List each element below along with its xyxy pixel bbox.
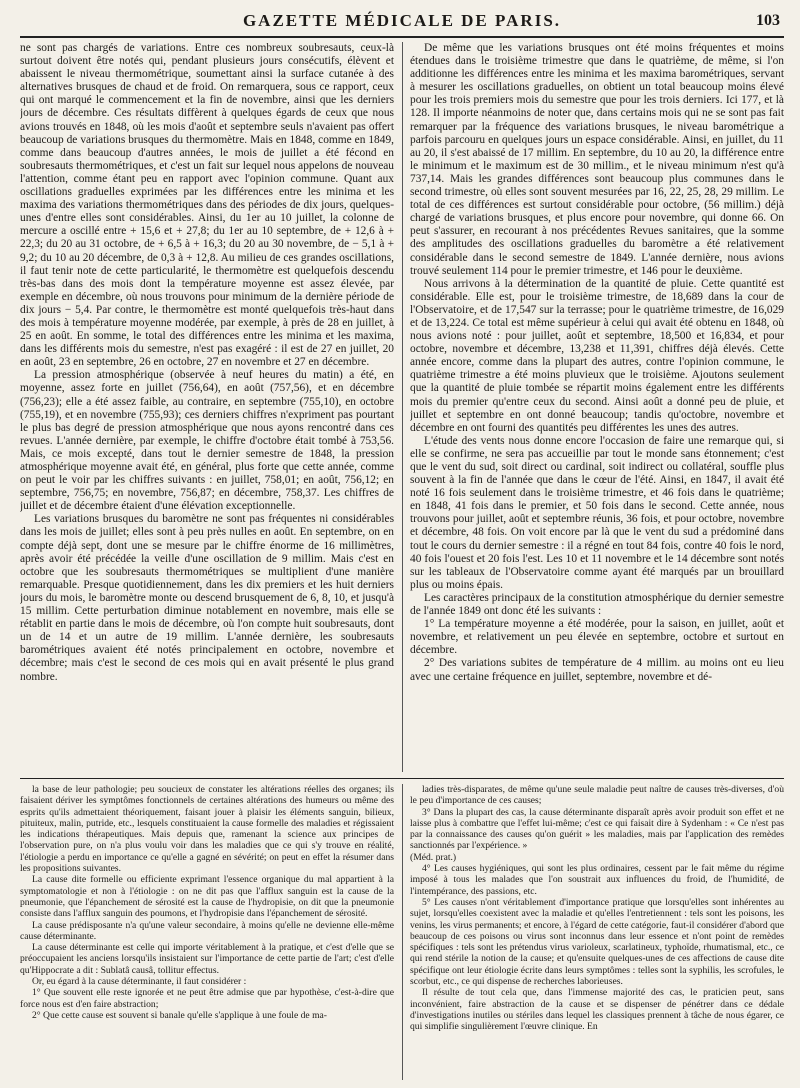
paragraph: 1° La température moyenne a été modérée, pour la saison, en juillet, août et novembre, et relativement un peu élevée en septembre, octobre et surtout en décembre. [410, 618, 784, 657]
paragraph: La cause dite formelle ou efficiente exprimant l'essence organique du mal appartient à la symptomatologie et non à l'étiologie : on ne dit pas que l'afflux sanguin est la cause de la pneumonie, que l'épanchement de sérosité est la cause de l'hydropisie, on dit que la pneumonie consiste dans l'afflux sanguin des poumons, et l'hydropisie dans l'épanchement de sérosité. [20, 874, 394, 920]
paragraph: ladies très-disparates, de même qu'une seule maladie peut naître de causes très-diverses, d'où le peu d'importance de ces causes; [410, 784, 784, 807]
paragraph: 5° Les causes n'ont véritablement d'importance pratique que lorsqu'elles sont inhérentes au sujet, lorsqu'elles coexistent avec la maladie et qu'elles l'entretiennent : tels sont les poisons, les venins, les virus permanents; et encore, à l'égard de cette catégorie, faut-il considérer d'abord que beaucoup de ces poisons ou virus sont inconnus dans leur essence et n'ont point de remèdes spécifiques : tels sont les prétendus virus varioleux, scarlatineux, typhoïde, rhumatismal, etc., ce qui rend stérile la notion de la cause; et qu'ensuite quelques-unes de ces affections de cause dite spécifique ont leur étiologie écrite dans leurs symptômes : telles sont la syphilis, les scrofules, le scorbut, etc., ce qui dispense de recherches laborieuses. [410, 896, 784, 988]
paragraph: La pression atmosphérique (observée à neuf heures du matin) a été, en moyenne, assez forte en juillet (756,64), en août (757,56), et en décembre (756,23); elle a été assez faible, au contraire, en septembre (755,10), en octobre (755,19), et en novembre (755,93); ces derniers chiffres n'expriment pas pourtant le plus bas degré de pression atmosphérique que nous ayons rencontré dans ces revues. L'année dernière, par exemple, le chiffre d'octobre était tombé à 753,56. Mais, ce mois excepté, dans tout le dernier semestre de 1848, la pression atmosphérique moyenne avait été, en général, plus forte que cette année, comme on peut le voir par les chiffres suivants : en juillet, 758,01; en août, 756,12; en septembre, 756,75; en novembre, 756,87; en décembre, 758,37. Les chiffres de juillet et de décembre étaient d'une élévation exceptionnelle. [20, 369, 394, 513]
paragraph: La cause déterminante est celle qui importe véritablement à la pratique, et c'est d'elle que se préoccupaient les anciens lorsqu'ils insistaient sur l'importance de cette partie de l'art; c'est d'elle qu'Hippocrate a dit : Sublatâ causâ, tollitur effectus. [20, 942, 394, 976]
section-divider [20, 778, 784, 779]
lower-right-column [410, 784, 784, 1080]
upper-left-column [20, 42, 394, 772]
lower-article [20, 784, 784, 1080]
paragraph: 3° Dans la plupart des cas, la cause déterminante disparaît après avoir produit son effet et ne laisse plus à combattre que l'effet lui-même; c'est ce qui faisait dire à Sydenham : « Ce n'est pas par la connaissance des causes qu'on guérit » les maladies, mais par l'application des remèdes sanctionnés par l'expérience. » [410, 806, 784, 852]
newspaper-page [20, 6, 784, 1082]
page-number: 103 [756, 12, 780, 29]
page-header [20, 6, 784, 38]
paragraph: L'étude des vents nous donne encore l'occasion de faire une remarque qui, si elle se confirme, ne sera pas accueillie par tout le monde sans étonnement; c'est que le vent du sud, soit direct ou cardinal, soit indirect ou collatéral, souffle plus souvent à la fin de l'année que dans le cœur de l'été. Ainsi, en 1847, il avait été noté 16 fois seulement dans le troisième trimestre, et 46 fois dans le quatrième; en 1848, 41 fois dans le premier, et 50 fois dans le second. Cette année, nous trouvons pour juillet, août et septembre réunis, 36 fois, et pour octobre, novembre et décembre, 48 fois. On voit encore par là que le vent du sud a prédominé dans tout le cours du dernier semestre : il a régné en tout 84 fois, contre 40 fois le nord, 40 fois l'ouest et 20 fois l'est. Les 10 et 11 novembre et le 14 décembre sont notés sur les tableaux de l'Observatoire comme ayant été marqués par un brouillard plus ou moins épais. [410, 434, 784, 591]
paragraph: 4° Les causes hygiéniques, qui sont les plus ordinaires, cessent par le fait même du régime imposé à tous les malades que l'on soustrait aux influences du froid, de l'humidité, de l'intempérance, des passions, etc. [410, 863, 784, 897]
paragraph: 2° Des variations subites de température de 4 millim. au moins ont eu lieu avec une certaine fréquence en juillet, septembre, novembre et dé- [410, 657, 784, 683]
upper-article [20, 42, 784, 772]
paragraph: De même que les variations brusques ont été moins fréquentes et moins étendues dans le troisième trimestre que dans le quatrième, de même, si l'on additionne les différences entre les minima et les maxima barométriques, servant à mesurer les oscillations graduelles, on obtient un total beaucoup moins élevé pour les trois premiers mois du semestre que pour les trois derniers. Ici 177, et là 128. Il importe néanmoins de noter que, dans certains mois qui ne se sont pas fait remarquer par la fréquence des variations brusques, le niveau barométrique a parfois parcouru en quelques jours un espace considérable. Ainsi, en juillet, du 11 au 20, il s'est abaissé de 17 millim. En septembre, du 10 au 20, la différence entre le minimum et le maximum est de 30 millim., et le niveau minimum n'est qu'à 737,14. Mais les grandes différences sont beaucoup plus communes dans le second trimestre, où elles sont souvent mesurées par 16, 22, 25, 28, 29 millim. Le total de ces différences est surtout considérable pour octobre, (56 millim.) déjà chargé de variations brusques, et plus encore pour novembre, qui donne 66. On peut s'assurer, en recourant à nos précédentes Revues sanitaires, que la somme des amplitudes des oscillations graduelles du baromètre a été relativement considérable dans le second semestre de 1849. L'année dernière, nous avions trouvé seulement 114 pour le premier trimestre, et 146 pour le deuxième. [410, 42, 784, 277]
citation: (Méd. prat.) [410, 851, 457, 863]
paragraph: ne sont pas chargés de variations. Entre ces nombreux soubresauts, ceux-là surtout doivent être notés qui, pendant plusieurs jours consécutifs, élèvent et abaissent le niveau thermométrique, soumettant ainsi la surface cutanée à des alternatives brusques de chaud et de froid. On remarquera, sous ce rapport, ceux qui ont marqué le commencement et la fin de novembre, ainsi que les derniers jours de décembre. Ces résultats diffèrent à quelques égards de ceux que nous avions trouvés en 1848, où les mois d'août et septembre seuls n'avaient pas offert beaucoup de variations brusques du thermomètre. Mais en 1848, comme en 1849, comme dans beaucoup d'autres années, le mois de juillet a été fécond en soubresauts thermométriques, et c'est un fait sur lequel nous appelons de nouveau l'attention, comme étant peu en rapport avec l'opinion commune. Quant aux oscillations graduelles exprimées par les différences entre les minima et les maxima des variations thermométriques dans des périodes de dix jours, quelques-unes d'entre elles sont considérables. Ainsi, du 1er au 10 juillet, la colonne de mercure a oscillé entre + 15,6 et + 27,8; du 1er au 10 septembre, de + 12,6 à + 22,3; du 20 au 31 octobre, de + 6,5 à + 16,3; du 20 au 30 novembre, de − 5,1 à + 9,2; du 10 au 20 décembre, de 0,3 à + 12,8. Au milieu de ces grandes oscillations, il faut tenir note de cette particularité, le thermomètre est quelquefois descendu très-bas dans des mois dont la température moyenne est assez élevée, par exemple en décembre, où nous trouvons pour minimum de la dernière période de dix jours − 5,4. Par contre, le thermomètre est monté quelquefois très-haut dans des mois à température moyenne modérée, par exemple, à près de 28 en juillet, à 25 en août. En somme, le total des différences entre les minima et les maxima, dans les différents mois du semestre, n'est pas exagéré : il est de 27 en juillet, 20 en août, 23 en septembre, 26 en octobre, 27 en novembre et 27 en décembre. [20, 42, 394, 369]
paragraph: la base de leur pathologie; peu soucieux de constater les altérations réelles des organes; ils faisaient dériver les symptômes fonctionnels de certaines altérations des humeurs ou même des esprits qu'ils admettaient théoriquement, faisant jouer à plaisir les éléments sanguin, bilieux, pituiteux, malin, putride, etc., lesquels constituaient la cause formelle des maladies et régissaient les indications thérapeutiques. Mais depuis que, ramenant la science aux principes de l'observation pure, on n'a plus voulu voir dans les maladies que ce qui s'y trouve en réalité, l'étiologie a perdu en importance ce qu'elle a gagné en sévérité; on peut en effet la résumer dans les propositions suivantes. [20, 784, 394, 875]
paragraph: 2° Que cette cause est souvent si banale qu'elle s'applique à une foule de ma- [32, 1009, 327, 1021]
journal-title: GAZETTE MÉDICALE DE PARIS. [242, 11, 562, 30]
upper-right-column [410, 42, 784, 772]
lower-left-column [20, 784, 394, 1080]
paragraph: Or, eu égard à la cause déterminante, il faut considérer : [32, 976, 247, 988]
paragraph: Les variations brusques du baromètre ne sont pas fréquentes ni considérables dans les mois de juillet; elles sont à peu près nulles en août. En septembre, on en compte déjà sept, dont une se mesure par le chiffre énorme de 16 millimètres, après avoir été précédée la veille d'une oscillation de 9 millim. Mais c'est en octobre que les soubresauts thermométriques se multiplient d'une manière remarquable. Presque quotidiennement, dans les dix premiers et les huit derniers jours du mois, le baromètre monte ou descend brusquement de 6, 8, 10, et jusqu'à 15 millim. Cette perturbation diminue notablement en novembre, mais elle se rétablit en partie dans le mois de décembre, où l'on compte huit soubresauts, dont un de 14 et un autre de 19 millim. L'année dernière, les soubresauts barométriques avaient été notés principalement en octobre, novembre et décembre; mais c'est le second de ces mois qui en avait présenté le plus grand nombre. [20, 513, 394, 683]
paragraph: La cause prédisposante n'a qu'une valeur secondaire, à moins qu'elle ne devienne elle-même cause déterminante. [20, 919, 394, 942]
paragraph: 1° Que souvent elle reste ignorée et ne peut être admise que par hypothèse, c'est-à-dire que force nous est d'en faire abstraction; [20, 987, 394, 1010]
paragraph: Nous arrivons à la détermination de la quantité de pluie. Cette quantité est considérable. Elle est, pour le troisième trimestre, de 18,689 dans la cour de l'Observatoire, et de 17,547 sur la terrasse; pour le quatrième trimestre, de 16,029 et de 13,224. Ce total est même supérieur à celui qui avait été obtenu en 1848, où nous avions noté : pour juillet, août et septembre, 18,500 et 16,834, et pour octobre, novembre et décembre, 13,238 et 11,391, chiffres déjà élevés. Cette année encore, comme dans la plupart des autres, contre l'opinion commune, le quatrième trimestre a été moins pluvieux que le troisième. Ajoutons seulement que la quantité de pluie tombée se répartit moins également entre les différents mois du premier qu'entre ceux du second. Ainsi août a donné peu de pluie, et juillet et septembre en ont donné beaucoup; tandis qu'octobre, novembre et décembre en ont fourni des quantités peu différentes les unes des autres. [410, 277, 784, 434]
paragraph: Il résulte de tout cela que, dans l'immense majorité des cas, le praticien peut, sans inconvénient, faire abstraction de la cause et se dispenser de pénétrer dans ce dédale d'investigations inutiles ou stériles dans lequel les classiques prennent à tâche de nous égarer, ce qui simplifie singulièrement l'œuvre clinique. En [410, 987, 784, 1033]
paragraph: Les caractères principaux de la constitution atmosphérique du dernier semestre de l'année 1849 ont donc été les suivants : [410, 591, 784, 618]
